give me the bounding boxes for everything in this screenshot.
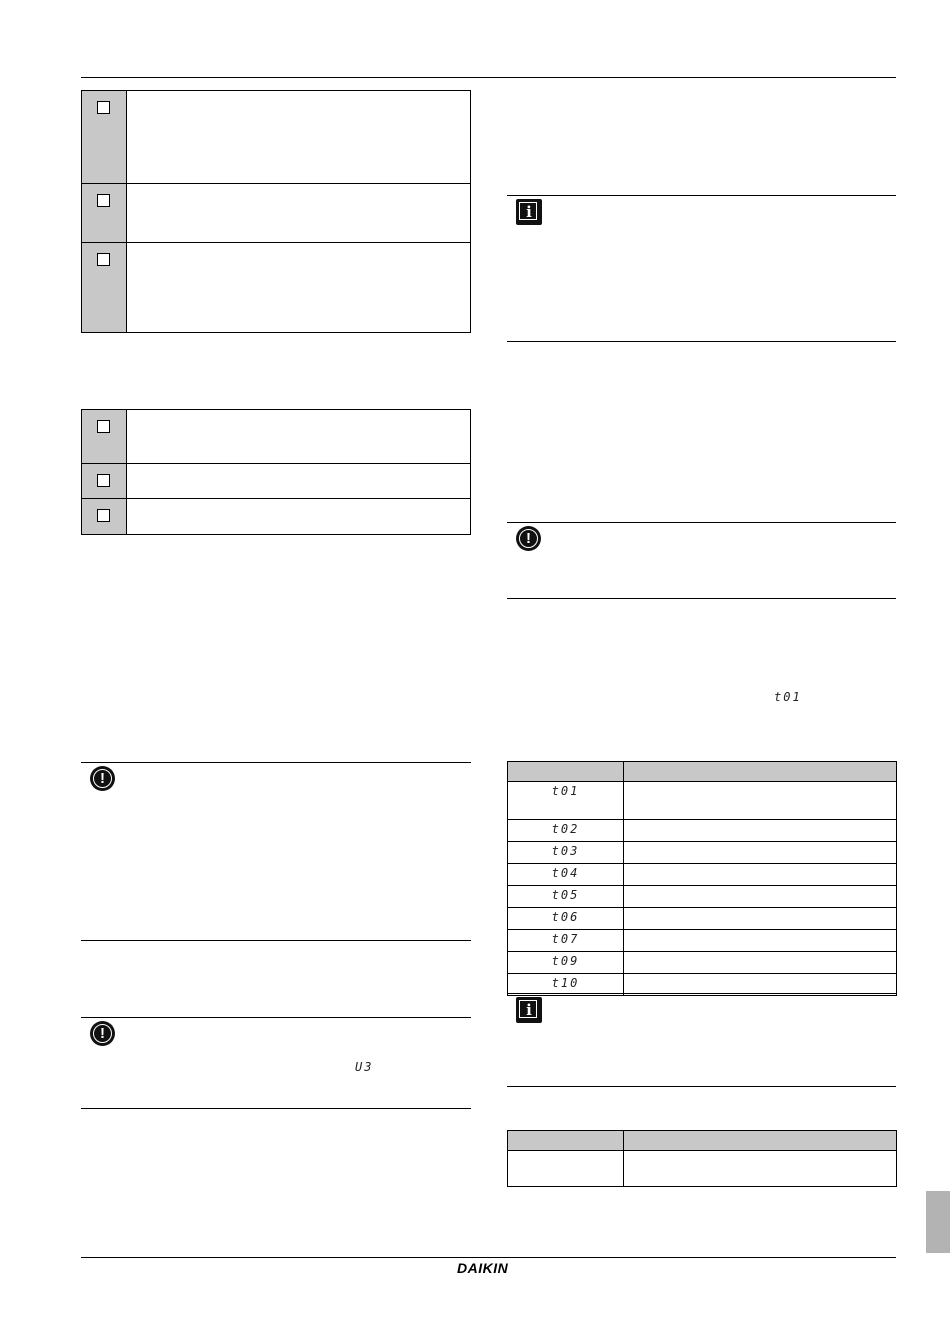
info-2-bottom-rule xyxy=(507,1086,896,1087)
checklist-row xyxy=(82,91,470,183)
code-cell: t07 xyxy=(508,930,624,952)
table-row xyxy=(508,930,897,952)
column-header xyxy=(624,762,897,782)
column-header xyxy=(624,1131,897,1151)
info-1-bottom-rule xyxy=(507,341,896,342)
checklist-row xyxy=(82,463,470,498)
second-table xyxy=(507,1130,897,1187)
notice-2-top-rule xyxy=(81,1017,471,1018)
header-rule xyxy=(81,77,896,78)
code-cell: t05 xyxy=(508,886,624,908)
exclamation-circle-icon: ! xyxy=(90,1021,115,1046)
description-cell xyxy=(624,930,897,952)
footer-rule xyxy=(81,1257,896,1258)
table-cell xyxy=(624,1151,897,1187)
description-cell xyxy=(624,842,897,864)
code-cell: t10 xyxy=(508,974,624,996)
checkbox[interactable] xyxy=(97,474,110,487)
checklist-table-1 xyxy=(81,90,471,333)
checklist-row xyxy=(82,183,470,242)
checklist-row xyxy=(82,242,470,332)
checkbox[interactable] xyxy=(97,101,110,114)
info-square-icon: i xyxy=(516,199,542,225)
code-cell: t01 xyxy=(508,782,624,820)
table-row xyxy=(508,1151,897,1187)
exclamation-circle-icon: ! xyxy=(90,766,115,791)
code-cell: t09 xyxy=(508,952,624,974)
code-cell: t02 xyxy=(508,820,624,842)
code-cell: t03 xyxy=(508,842,624,864)
display-code-t01: t01 xyxy=(774,690,802,704)
notice-3-top-rule xyxy=(507,522,896,523)
info-2-top-rule xyxy=(507,993,896,994)
info-square-icon: i xyxy=(516,997,542,1023)
description-cell xyxy=(624,782,897,820)
checklist-row xyxy=(82,498,470,534)
code-cell: t06 xyxy=(508,908,624,930)
checklist-row xyxy=(82,410,470,463)
code-cell: t04 xyxy=(508,864,624,886)
checkbox[interactable] xyxy=(97,420,110,433)
brand-logo: DAIKIN xyxy=(457,1260,509,1276)
info-1-top-rule xyxy=(507,195,896,196)
table-row xyxy=(508,908,897,930)
checkbox[interactable] xyxy=(97,194,110,207)
table-row xyxy=(508,864,897,886)
checkbox[interactable] xyxy=(97,509,110,522)
checkbox[interactable] xyxy=(97,253,110,266)
code-table xyxy=(507,761,897,996)
notice-3-bottom-rule xyxy=(507,598,896,599)
notice-1-top-rule xyxy=(81,762,471,763)
checklist-table-2 xyxy=(81,409,471,535)
description-cell xyxy=(624,864,897,886)
table-header-row xyxy=(508,1131,897,1151)
notice-2-bottom-rule xyxy=(81,1108,471,1109)
display-code-u3: U3 xyxy=(355,1060,374,1074)
column-header xyxy=(508,1131,624,1151)
exclamation-circle-icon: ! xyxy=(516,526,541,551)
table-row xyxy=(508,886,897,908)
description-cell xyxy=(624,820,897,842)
table-row xyxy=(508,842,897,864)
table-row xyxy=(508,820,897,842)
table-cell xyxy=(508,1151,624,1187)
notice-1-bottom-rule xyxy=(81,940,471,941)
description-cell xyxy=(624,952,897,974)
description-cell xyxy=(624,886,897,908)
table-header-row xyxy=(508,762,897,782)
table-row xyxy=(508,782,897,820)
column-header xyxy=(508,762,624,782)
description-cell xyxy=(624,908,897,930)
chapter-side-tab xyxy=(926,1191,950,1253)
table-row xyxy=(508,952,897,974)
